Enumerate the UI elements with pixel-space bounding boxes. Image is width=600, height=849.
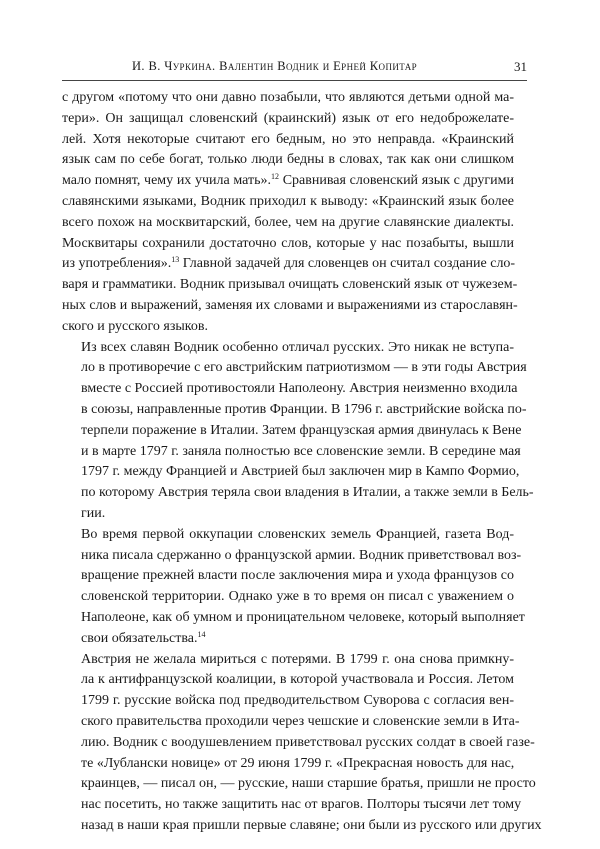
paragraph — [62, 338, 534, 525]
line-text: 1799 г. русские войска под предводительством Суворова с согласия вен- — [81, 693, 514, 709]
line-text: 1797 г. между Францией и Австрией был заключен мир в Кампо Формио, — [81, 464, 520, 480]
line-text: лию. Водник с воодушевлением приветствовал русских солдат в своей газе- — [81, 734, 535, 750]
line-text: Во время первой оккупации словенских земель Францией, газета Вод- — [81, 526, 514, 542]
text-line — [62, 483, 534, 504]
line-text-continued: Главной задачей для словенцев он считал создание сло- — [179, 256, 516, 272]
line-text: лей. Хотя некоторые считают его бедным, но это неправда. «Краинский — [62, 131, 514, 147]
line-text: те «Лублански новице» от 29 июня 1799 г. «Прекрасная новость для нас, — [81, 755, 515, 771]
line-text: язык сам по себе богат, только люди бедны в словах, так как они слишком — [62, 152, 514, 168]
text-line — [62, 109, 514, 130]
footnote-ref: 13 — [171, 255, 180, 265]
text-line — [62, 504, 514, 525]
text-line — [62, 670, 514, 691]
line-text: всего похож на москвитарский, более, чем на другие славянские диалекты. — [62, 214, 514, 230]
line-text: и в марте 1797 г. заняла полностью все словенские земли. В середине мая — [81, 443, 521, 459]
text-line — [62, 171, 514, 192]
line-text: с другом «потому что они давно позабыли, что являются детьми одной ма- — [62, 90, 514, 105]
text-line — [62, 358, 527, 379]
text-line — [62, 525, 514, 546]
line-text: тери». Он защищал словенский (краинский) язык от его недоброжелате- — [62, 110, 514, 126]
line-text-continued: Сравнивая словенский язык с другими — [279, 173, 514, 189]
running-head — [62, 58, 527, 81]
text-line — [62, 275, 518, 296]
text-line — [62, 88, 514, 109]
text-line — [62, 650, 514, 671]
line-text: из употребления». — [62, 256, 172, 272]
line-text: ных слов и выражений, заменяя их словами и выражениями из старославян- — [62, 297, 518, 313]
text-line — [62, 213, 514, 234]
line-text: краинцев, — писал он, — русские, наши старшие братья, пришли не просто — [81, 776, 536, 792]
text-line — [62, 234, 514, 255]
line-text: славянскими языками, Водник приходил к выводу: «Краинский язык более — [62, 193, 514, 209]
line-text: вместе с Россией противостояли Наполеону. Австрия неизменно входила — [81, 381, 518, 397]
text-line — [62, 712, 520, 733]
paragraph — [62, 88, 518, 338]
footnote-ref: 12 — [271, 172, 280, 182]
line-text: мало помнят, чему их учила мать». — [62, 173, 272, 189]
text-line — [62, 254, 514, 275]
text-line — [62, 400, 527, 421]
footnote-ref: 14 — [197, 629, 206, 639]
line-text: свои обязательства. — [81, 630, 198, 646]
text-line — [62, 442, 521, 463]
line-text: нас посетить, но также защитить нас от врагов. Полторы тысячи лет тому — [81, 797, 522, 813]
page-number: 31 — [514, 59, 527, 74]
line-text: вращение прежней власти после заключения мира и ухода французов со — [81, 568, 514, 584]
text-line — [62, 608, 525, 629]
text-line — [62, 733, 535, 754]
text-line — [62, 546, 522, 567]
body-text — [62, 88, 542, 837]
line-text: ника писала сдержанно о французской армии. Водник приветствовал воз- — [81, 547, 522, 563]
line-text: ла к антифранцузской коалиции, в которой участвовала и Россия. Летом — [81, 672, 514, 688]
running-title: И. В. Чуркина. Валентин Водник и Ерней Копитар — [131, 59, 417, 73]
line-text: Наполеоне, как об умном и проницательном человеке, который выполняет — [81, 609, 525, 625]
line-text: Из всех славян Водник особенно отличал русских. Это никак не вступа- — [81, 339, 514, 355]
line-text: ского правительства проходили через чешские и словенские земли в Ита- — [81, 713, 520, 729]
text-line — [62, 795, 522, 816]
line-text: терпели поражение в Италии. Затем французская армия двинулась к Вене — [81, 422, 522, 438]
line-text: Австрия не желала мириться с потерями. В 1799 г. она снова примкну- — [81, 651, 514, 667]
text-line — [62, 317, 514, 338]
line-text: Москвитары сохранили достаточно слов, которые у нас позабыты, вышли — [62, 235, 514, 251]
line-text: ского и русского языков. — [62, 318, 208, 334]
text-line — [62, 774, 536, 795]
line-text: по которому Австрия теряла свои владения в Италии, а также земли в Бель- — [81, 485, 534, 501]
line-text: варя и грамматики. Водник призывал очищать словенский язык от чужезем- — [62, 277, 518, 293]
text-line — [62, 130, 514, 151]
text-line — [62, 754, 514, 775]
paragraph — [62, 650, 542, 837]
text-line — [62, 296, 518, 317]
text-line — [62, 691, 514, 712]
line-text: ло в противоречие с его австрийским патриотизмом — в эти годы Австрия — [81, 360, 527, 376]
text-line — [62, 150, 514, 171]
text-line — [62, 338, 514, 359]
text-line — [62, 379, 518, 400]
line-text: гии. — [81, 505, 106, 521]
text-line — [62, 192, 514, 213]
text-line — [62, 462, 520, 483]
line-text: в союзы, направленные против Франции. В 1796 г. австрийские войска по- — [81, 401, 527, 417]
text-line — [62, 629, 514, 650]
text-line — [62, 421, 522, 442]
line-text: словенской территории. Однако уже в то время он писал с уважением о — [81, 589, 514, 605]
line-text: назад в наши края пришли первые славяне; они были из русского или других — [81, 817, 542, 833]
text-line — [62, 587, 514, 608]
paragraph — [62, 525, 525, 650]
text-line — [62, 566, 514, 587]
text-line — [62, 816, 542, 837]
